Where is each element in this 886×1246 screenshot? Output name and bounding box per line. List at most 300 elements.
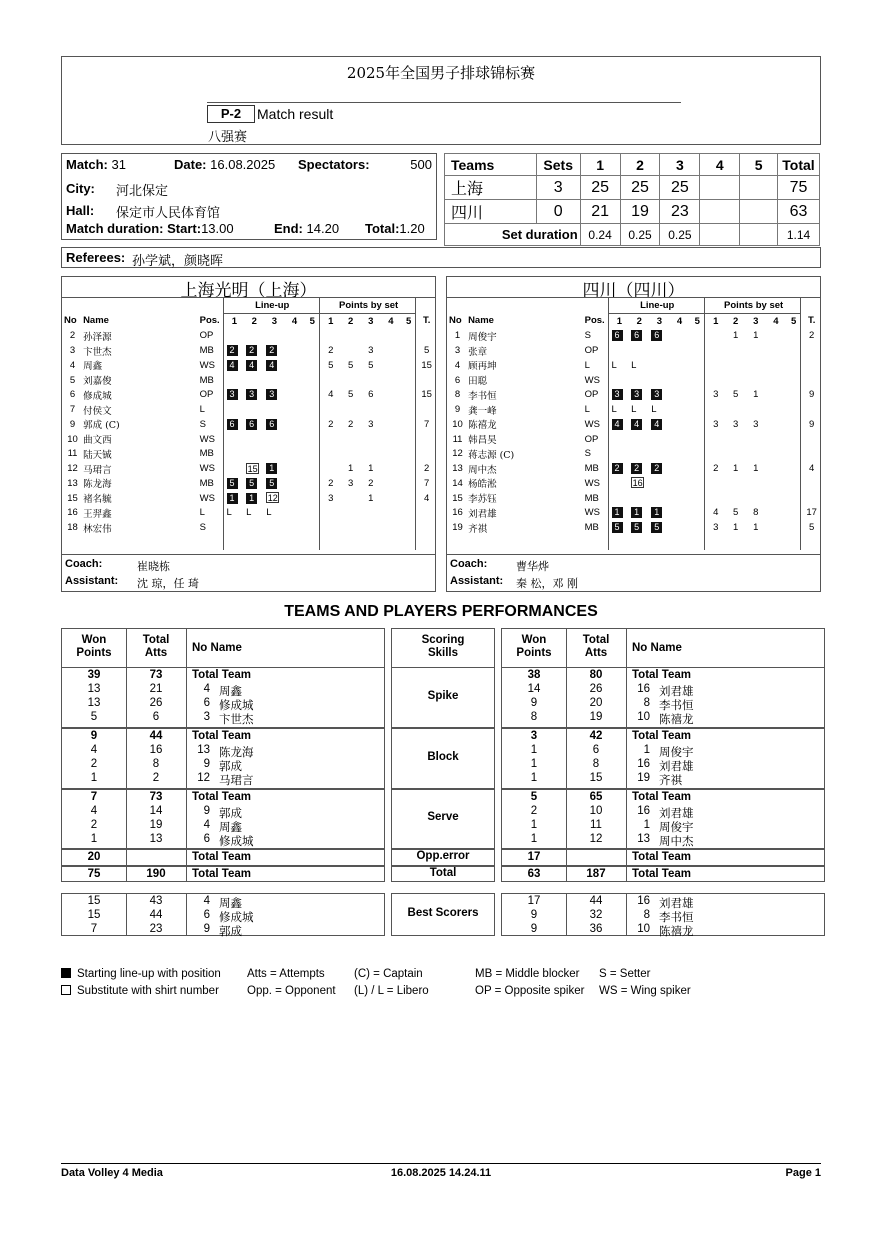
points-cell [765,461,785,476]
total-points-cell: 9 [801,417,820,432]
total-atts: 19 [149,819,163,831]
points-cell: 2 [319,417,339,432]
total-atts: 36 [589,923,603,935]
won-points: 2 [530,805,538,817]
report-code: P-2 [207,105,255,123]
won-points: 14 [527,683,541,695]
match-number: Match: 31 [66,157,126,172]
points-cell [340,432,360,447]
lineup-cell [263,343,283,358]
player-name: 陈龙海 [219,745,254,759]
lineup-cell [304,329,320,344]
roster-filler [62,535,435,550]
lineup-cell [304,491,320,506]
won-points: 1 [530,758,538,770]
total-points-cell [801,402,820,417]
points-cell: 3 [368,418,374,430]
total-atts: 20 [589,697,603,709]
legend-substitute: Substitute with shirt number [61,985,219,997]
player-position: WS [584,374,600,386]
substitute-number-box: 16 [632,478,643,489]
player-number: 4 [454,359,461,371]
points-cell [745,343,765,358]
points-cell [380,461,400,476]
lineup-cell [668,461,688,476]
lineup-cell [304,476,320,491]
starting-position-box: 1 [266,463,277,474]
total-points-cell: 4 [416,491,435,506]
points-cell [785,520,801,535]
points-cell [785,491,801,506]
starting-position-box: 2 [631,463,642,474]
player-row [62,388,435,403]
starting-position-box: 6 [651,330,662,341]
points-cell [400,461,416,476]
lineup-cell [689,329,705,344]
player-position: OP [584,345,599,357]
points-cell [725,447,745,462]
libero-mark: L [226,507,232,519]
lineup-cell [668,373,688,388]
legend-starting: Starting line-up with position [61,968,221,980]
player-name: 周俊宇 [468,331,497,343]
lineup-cell [689,447,705,462]
player-number: 9 [203,923,210,935]
lineup-cell [668,520,688,535]
points-cell [765,402,785,417]
player-name: 陈龙海 [83,479,112,491]
total-atts: 44 [149,909,163,921]
player-row [62,417,435,432]
points-cell [319,402,339,417]
total-atts-header: Total Atts [582,634,610,659]
skill-label: Opp.error [416,850,470,862]
team-b-roster [446,276,821,592]
player-number: 16 [637,895,650,907]
lineup-cell [668,358,688,373]
points-cell: 5 [732,389,739,401]
perf-group-spike [61,667,385,728]
player-row [447,343,820,358]
lineup-cell [283,520,303,535]
starting-position-box: 4 [651,419,662,430]
player-name: 刘嘉俊 [83,376,112,388]
legend-captain: (C) = Captain [354,968,423,980]
starting-position-box: 3 [612,389,623,400]
starting-position-box: 4 [246,360,257,371]
player-number: 1 [643,744,650,756]
player-position: OP [199,330,214,342]
points-cell [745,373,765,388]
player-row [62,491,435,506]
lineup-cell [668,447,688,462]
points-cell [400,491,416,506]
player-number: 14 [452,477,463,489]
total-points-cell [801,373,820,388]
won-points: 63 [527,868,541,880]
player-number: 10 [637,711,650,723]
player-position: L [199,507,205,519]
won-points: 4 [90,805,98,817]
libero-mark: L [266,507,272,519]
total-atts: 10 [589,805,603,817]
points-cell [319,329,339,344]
lineup-cell [648,388,668,403]
lineup-cell [304,343,320,358]
total-atts: 8 [152,758,160,770]
player-number: 4 [69,359,76,371]
lineup-cell [283,329,303,344]
points-cell [400,358,416,373]
player-position: MB [584,463,599,475]
total-atts: 11 [590,819,602,831]
total-points-cell [416,329,435,344]
player-number: 12 [67,463,78,475]
starting-position-box: 2 [227,345,238,356]
points-cell [380,491,400,506]
lineup-cell [283,373,303,388]
team-a-assistant: Assistant: 沈 琼，任 琦 [65,575,199,590]
won-points: 1 [530,833,538,845]
points-cell [380,388,400,403]
player-name: 齐祺 [659,773,682,787]
team-a-coach: Coach: 崔晓栋 [65,558,170,573]
lineup-cell [608,506,628,521]
starting-position-box: 6 [631,330,642,341]
points-cell [380,432,400,447]
total-points-cell: 7 [416,476,435,491]
points-cell [340,520,360,535]
points-cell [340,491,360,506]
won-points: 2 [90,758,98,770]
player-row [447,447,820,462]
lineup-cell [223,447,243,462]
player-number: 8 [454,389,461,401]
skill-label: Spike [427,690,459,702]
lineup-cell [648,520,668,535]
points-cell [765,506,785,521]
starting-position-box: 1 [227,493,238,504]
perf-total [61,866,385,882]
player-number: 5 [69,374,76,386]
lineup-cell [648,432,668,447]
won-points: 38 [527,669,541,681]
score-row-away: 四川 0 21 19 23 63 [445,200,820,224]
won-points: 1 [530,744,538,756]
lineup-cell [223,520,243,535]
total-points-cell [801,476,820,491]
total-atts: 80 [589,669,603,681]
points-cell: 2 [319,343,339,358]
lineup-cell [689,343,705,358]
lineup-cell [628,329,648,344]
match-duration: Match duration: Start:13.00 [66,221,234,236]
player-name: 刘君雄 [468,508,497,520]
points-cell [745,476,765,491]
points-cell [400,388,416,403]
match-end: End: 14.20 [274,221,340,236]
player-name: 曲文西 [83,435,112,447]
libero-mark: L [631,359,637,371]
won-points: 8 [530,711,538,723]
lineup-cell [668,402,688,417]
won-points: 20 [87,851,101,863]
points-cell [400,476,416,491]
lineup-cell [243,476,263,491]
lineup-cell [304,506,320,521]
points-cell: 5 [347,389,354,401]
points-cell: 6 [368,389,374,401]
lineup-cell [648,402,668,417]
total-points-cell [801,343,820,358]
player-number: 8 [643,697,650,709]
lineup-cell [304,461,320,476]
skill-cell [391,866,495,882]
points-cell: 3 [368,345,374,357]
won-points: 9 [530,923,538,935]
lineup-cell [304,417,320,432]
lineup-cell [243,343,263,358]
roster-group-header: Line-up Points by set [62,298,435,313]
starting-position-box: 3 [266,389,277,400]
substitute-number-box: 12 [267,493,278,504]
player-row [447,476,820,491]
player-name: 齐祺 [468,523,488,535]
lineup-cell [263,476,283,491]
lineup-cell [668,506,688,521]
points-cell: 2 [347,418,354,430]
lineup-cell [304,402,320,417]
points-cell [380,476,400,491]
total-atts: 43 [149,895,163,907]
total-atts: 15 [589,772,603,784]
player-name: 龚一峰 [468,405,497,417]
starting-position-box: 2 [266,345,277,356]
lineup-cell [283,432,303,447]
points-cell [785,417,801,432]
lineup-cell [628,373,648,388]
lineup-cell [689,402,705,417]
lineup-cell [608,343,628,358]
total-atts: 73 [149,669,163,681]
player-number: 6 [454,374,461,386]
perf-opp-error [501,849,825,866]
starting-position-box: 2 [651,463,662,474]
perf-title: TEAMS AND PLAYERS PERFORMANCES [284,603,598,620]
player-name: 张章 [468,346,488,358]
player-row [447,388,820,403]
lineup-cell [243,402,263,417]
player-row [62,447,435,462]
player-name: 修成城 [83,390,112,402]
player-number: 13 [67,477,78,489]
points-cell [725,343,745,358]
starting-position-box: 1 [612,507,623,518]
player-position: S [584,330,591,342]
perf-group-block [501,728,825,789]
total-points-cell [801,432,820,447]
player-row [447,520,820,535]
player-position: WS [199,433,215,445]
points-cell [400,373,416,388]
points-cell [704,432,724,447]
skill-cell [391,849,495,866]
won-points: 3 [530,730,538,742]
spectators-label: Spectators: [298,157,370,172]
total-team-label: Total Team [632,851,691,863]
points-cell [380,417,400,432]
score-table [444,153,820,246]
total-points-cell [801,491,820,506]
roster-column-header: No Name Pos. 1 2 3 4 5 1 2 3 4 5 T. [447,313,820,328]
lineup-cell [689,506,705,521]
total-atts: 190 [146,868,166,880]
no-name-header: No Name [632,642,682,654]
lineup-cell [223,373,243,388]
lineup-cell [689,432,705,447]
points-cell [360,373,380,388]
player-name: 郭成 (C) [83,420,120,432]
player-name: 周俊宇 [659,745,694,759]
points-cell [400,402,416,417]
starting-position-box: 1 [631,507,642,518]
lineup-cell [628,520,648,535]
won-points: 13 [87,683,101,695]
starting-position-box: 6 [266,419,277,430]
lineup-cell [263,373,283,388]
team-b-assistant: Assistant: 秦 松，邓 刚 [450,575,578,590]
points-cell: 1 [368,492,374,504]
won-points: 39 [87,669,101,681]
points-cell: 3 [704,417,724,432]
points-cell: 2 [704,461,724,476]
lineup-cell [628,388,648,403]
lineup-cell [283,461,303,476]
total-points-cell [416,520,435,535]
starting-position-box: 5 [651,522,662,533]
total-team-label: Total Team [632,868,691,880]
lineup-cell [608,388,628,403]
libero-mark: L [611,359,617,371]
player-number: 10 [637,923,650,935]
player-number: 1 [643,819,650,831]
player-name: 周中杰 [468,464,497,476]
total-atts: 2 [152,772,160,784]
won-points: 1 [90,772,98,784]
player-row [62,329,435,344]
points-cell [380,402,400,417]
points-cell [380,506,400,521]
points-cell: 1 [732,463,739,475]
points-cell [785,329,801,344]
player-name: 李书恒 [659,910,694,924]
points-cell [319,506,339,521]
lineup-cell [263,506,283,521]
player-name: 周俊宇 [659,820,694,834]
lineup-cell [689,373,705,388]
player-name: 马珺言 [219,773,254,787]
player-name: 杨皓淞 [468,479,497,491]
lineup-cell [263,491,283,506]
won-points: 9 [90,730,98,742]
lineup-cell [243,447,263,462]
won-points-header: Won Points [76,634,112,659]
points-cell [704,447,724,462]
lineup-cell [608,329,628,344]
points-cell [765,329,785,344]
points-cell [704,402,724,417]
match-info [61,153,437,240]
total-atts: 44 [589,895,603,907]
lineup-cell [304,358,320,373]
points-cell [340,402,360,417]
total-atts: 8 [592,758,600,770]
lineup-cell [283,476,303,491]
player-name: 蒋志源 (C) [468,449,515,461]
starting-position-box: 1 [651,507,662,518]
total-points-cell: 5 [801,520,820,535]
total-atts: 6 [592,744,600,756]
roster-column-header: No Name Pos. 1 2 3 4 5 1 2 3 4 5 T. [62,313,435,328]
player-position: WS [584,477,600,489]
points-cell [340,373,360,388]
points-cell [765,520,785,535]
player-number: 18 [67,522,78,534]
player-row [62,476,435,491]
points-cell: 1 [732,522,739,534]
points-cell [400,417,416,432]
player-number: 3 [69,345,76,357]
starting-position-box: 3 [246,389,257,400]
points-cell [785,388,801,403]
player-row [447,461,820,476]
player-name: 李苏钰 [468,494,497,506]
player-position: WS [199,463,215,475]
total-points-cell [801,447,820,462]
points-cell: 3 [753,418,759,430]
lineup-cell [283,358,303,373]
lineup-cell [243,388,263,403]
player-name: 周中杰 [659,834,694,848]
total-points-cell: 15 [416,358,435,373]
player-name: 周鑫 [219,820,242,834]
legend-mb: MB = Middle blocker [475,968,580,980]
won-points: 9 [530,909,538,921]
player-number: 15 [67,492,78,504]
lineup-cell [243,329,263,344]
points-cell [725,373,745,388]
player-number: 15 [452,492,463,504]
player-number: 1 [454,330,461,342]
points-cell [765,373,785,388]
points-cell [765,417,785,432]
total-atts: 16 [149,744,163,756]
points-cell [400,506,416,521]
points-cell [319,520,339,535]
lineup-cell [243,373,263,388]
lineup-cell [628,432,648,447]
player-number: 10 [452,418,463,430]
points-cell [704,491,724,506]
starting-position-box: 4 [631,419,642,430]
starting-position-box: 5 [631,522,642,533]
total-points-cell [416,506,435,521]
player-position: S [199,418,206,430]
total-points-cell [801,358,820,373]
substitute-number-box: 15 [247,463,258,474]
scoring-skills-header: Scoring Skills [421,634,465,659]
player-row [62,506,435,521]
